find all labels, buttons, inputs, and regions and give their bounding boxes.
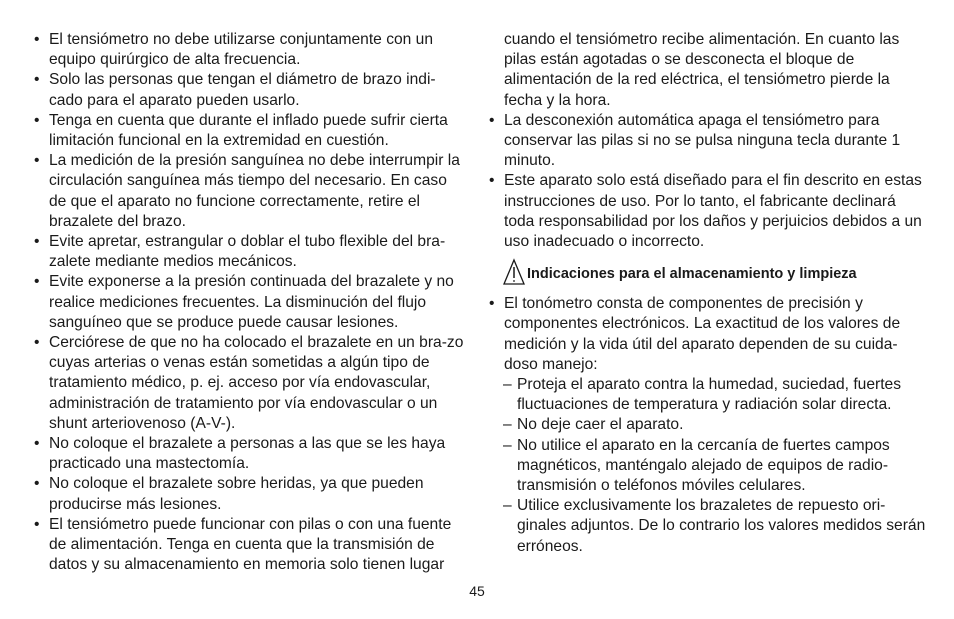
sub-list-item: – Proteja el aparato contra la humedad, suciedad, fuertes fluctuaciones de temperatura y radiación solar directa. bbox=[503, 376, 902, 414]
list-item: • Solo las personas que tengan el diámetro de brazo indi-cado para el aparato pueden usarlo. bbox=[34, 71, 436, 109]
list-item: • Evite apretar, estrangular o doblar el tubo flexible del bra-zalete mediante medios mecánicos. bbox=[34, 233, 446, 271]
right-column bbox=[489, 30, 927, 557]
list-item: • El tonómetro consta de componentes de precisión y componentes electrónicos. La exactitud de los valores de medición y la vida útil del aparato dependen de su cuida-doso manejo: bbox=[489, 295, 901, 373]
sub-list-item: – No deje caer el aparato. bbox=[503, 416, 684, 434]
list-item: • El tensiómetro puede funcionar con pilas o con una fuente de alimentación. Tenga en cuenta que la transmisión de datos y su almacenamiento en memoria solo tienen lugar bbox=[34, 515, 452, 574]
list-item: • Evite exponerse a la presión continuada del brazalete y no realice mediciones frecuentes. La disminución del flujo sanguíneo que se produce puede causar lesiones. bbox=[34, 273, 454, 331]
list-item: • Este aparato solo está diseñado para el fin descrito en estas instrucciones de uso. Por lo tanto, el fabricante declinará toda responsabilidad por los daños y perjuicios debidos a un uso inadecuado o incorrecto. bbox=[489, 172, 922, 251]
list-item: • No coloque el brazalete sobre heridas, ya que pueden producirse más lesiones. bbox=[34, 475, 424, 513]
sub-list-item: – Utilice exclusivamente los brazaletes de repuesto ori-ginales adjuntos. De lo contrario los valores medidos serán erróneos. bbox=[503, 497, 926, 555]
warning-triangle-icon bbox=[503, 258, 525, 286]
left-column bbox=[34, 30, 466, 575]
list-item: • La medición de la presión sanguínea no debe interrumpir la circulación sanguínea más tiempo del necesario. En caso de que el aparato no funcione correctamente, retire el brazalete del brazo. bbox=[34, 152, 460, 230]
page-number: 45 bbox=[469, 583, 485, 599]
list-item: • Tenga en cuenta que durante el inflado puede sufrir cierta limitación funcional en la extremidad en cuestión. bbox=[34, 111, 448, 150]
list-item: • No coloque el brazalete a personas a las que se les haya practicado una mastectomía. bbox=[34, 435, 446, 473]
section-heading bbox=[489, 258, 927, 288]
section-heading-text: Indicaciones para el almacenamiento y limpieza bbox=[527, 266, 857, 283]
continued-text: cuando el tensiómetro recibe alimentación. En cuanto las pilas están agotadas o se desconecta el bloque de alimentación de la red eléctrica, el tensiómetro pierde la fecha y la hora. bbox=[504, 31, 900, 109]
list-item: • Cerciórese de que no ha colocado el brazalete en un bra-zo cuyas arterias o venas están sometidas a algún tipo de tratamiento médico, p. ej. acceso por vía endovascular, administración de tratamiento por vía endovascular o un shunt arteriovenoso (A-V-). bbox=[34, 334, 464, 432]
list-item: • El tensiómetro no debe utilizarse conjuntamente con un equipo quirúrgico de alta frecuencia. bbox=[34, 31, 434, 69]
sub-list-item: – No utilice el aparato en la cercanía de fuertes campos magnéticos, manténgalo alejado de equipos de radio-transmisión o teléfonos móviles celulares. bbox=[503, 436, 890, 495]
list-item: • La desconexión automática apaga el tensiómetro para conservar las pilas si no se pulsa ninguna tecla durante 1 minuto. bbox=[489, 111, 901, 170]
